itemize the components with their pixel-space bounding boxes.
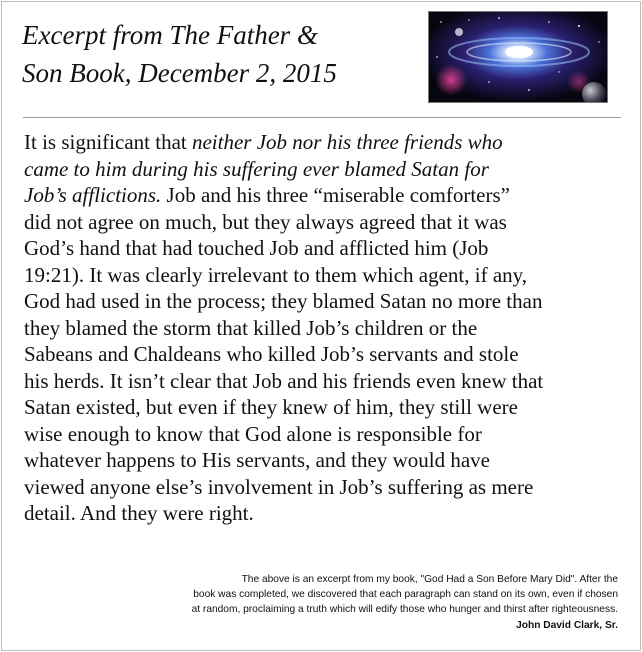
paragraph-line bbox=[24, 235, 624, 262]
text-segment: Job and his three “miserable comforters” bbox=[161, 183, 510, 207]
author-signature: John David Clark, Sr. bbox=[516, 619, 618, 631]
title-line: Son Book, December 2, 2015 bbox=[22, 58, 337, 88]
italic-text: Job’s afflictions. bbox=[24, 183, 162, 207]
text-segment: God’s hand that had touched Job and afflicted him (Job bbox=[24, 236, 489, 260]
paragraph-line bbox=[24, 156, 624, 183]
footer-line: book was completed, we discovered that each paragraph can stand on its own, even if chosen bbox=[193, 589, 618, 601]
paragraph-line bbox=[24, 447, 624, 474]
text-segment: God had used in the process; they blamed Satan no more than bbox=[24, 289, 543, 313]
italic-text: came to him during his suffering ever blamed Satan for bbox=[24, 156, 489, 181]
text-segment: whatever happens to His servants, and they would have bbox=[24, 448, 490, 472]
paragraph-line bbox=[24, 209, 624, 236]
footer-line: at random, proclaiming a truth which will edify those who hunger and thirst after righteousness. bbox=[191, 604, 618, 616]
text-segment: detail. And they were right. bbox=[24, 501, 254, 525]
paragraph-line bbox=[24, 262, 624, 289]
text-segment: wise enough to know that God alone is responsible for bbox=[24, 421, 482, 446]
italic-text: neither Job nor his three friends who bbox=[191, 130, 503, 154]
page-title bbox=[22, 16, 422, 92]
footer-line: The above is an excerpt from my book, "God Had a Son Before Mary Did". After the bbox=[241, 574, 618, 585]
paragraph-line bbox=[24, 421, 624, 448]
text-segment: Sabeans and Chaldeans who killed Job’s servants and stole bbox=[24, 342, 519, 366]
paragraph-line bbox=[24, 341, 624, 368]
paragraph-line bbox=[24, 182, 624, 209]
text-segment: did not agree on much, but they always agreed that it was bbox=[24, 209, 507, 234]
paragraph-line bbox=[24, 500, 624, 527]
paragraph-line bbox=[24, 368, 624, 395]
galaxy-cosmos-image bbox=[428, 11, 608, 103]
paragraph-line bbox=[24, 129, 624, 156]
title-line: Excerpt from The Father & bbox=[22, 20, 318, 50]
paragraph-line bbox=[24, 315, 624, 342]
text-segment: Satan existed, but even if they knew of him, they still were bbox=[24, 395, 518, 419]
text-segment: they blamed the storm that killed Job’s children or the bbox=[24, 315, 478, 340]
paragraph-line bbox=[24, 394, 624, 421]
text-segment: It is significant that bbox=[24, 130, 192, 154]
text-segment: his herds. It isn’t clear that Job and his friends even knew that bbox=[24, 368, 544, 393]
paragraph-line bbox=[24, 474, 624, 501]
excerpt-paragraph bbox=[24, 129, 624, 527]
footer-note bbox=[22, 572, 618, 633]
page-frame bbox=[1, 1, 641, 651]
text-segment: viewed anyone else’s involvement in Job’s suffering as mere bbox=[24, 474, 534, 499]
divider bbox=[23, 117, 621, 118]
paragraph-line bbox=[24, 288, 624, 315]
text-segment: 19:21). It was clearly irrelevant to them which agent, if any, bbox=[24, 262, 528, 287]
